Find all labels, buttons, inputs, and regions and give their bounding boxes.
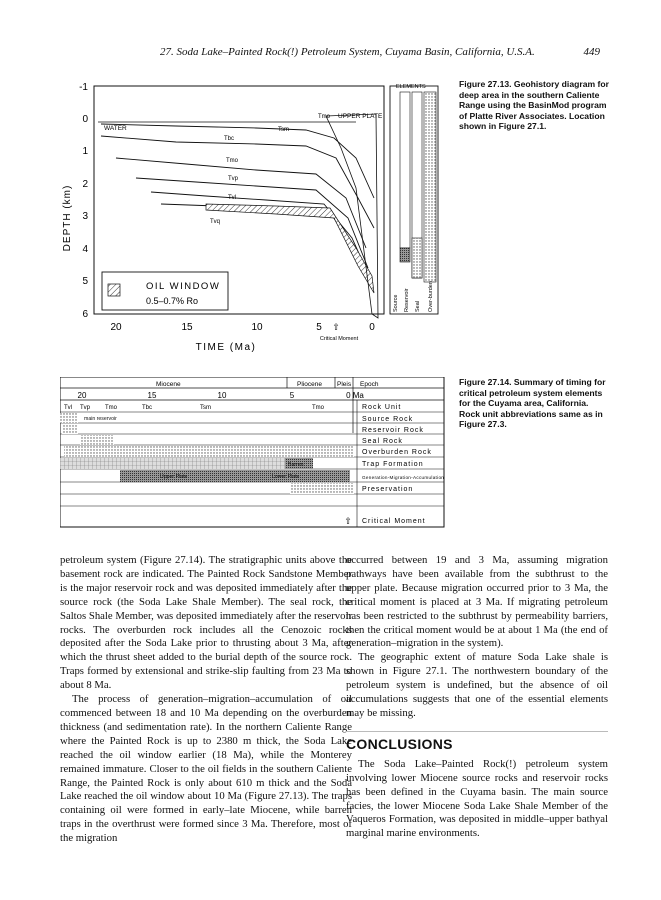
burial-curve [161, 204, 372, 283]
unit-label: Tbc [224, 136, 235, 142]
upper-plate-label: UPPER PLATE [338, 113, 383, 120]
epoch-label: Epoch [360, 381, 379, 388]
y-tick: -1 [79, 82, 88, 93]
row-label: Trap Formation [362, 461, 424, 468]
epoch-label: Pliocene [297, 381, 322, 388]
y-tick: 0 [82, 114, 88, 125]
rock-unit: Tmo [105, 405, 117, 411]
epoch-labels [156, 381, 379, 388]
time-tick: 10 [217, 391, 227, 400]
element-bar-reservoir [400, 248, 410, 262]
row-label: Seal Rock [362, 438, 403, 445]
row-label: Reservoir Rock [362, 427, 424, 434]
rock-unit: Tvl [64, 405, 72, 411]
rock-unit-labels [64, 405, 325, 411]
paragraph: The process of generation–migration–accumulation of oil commenced between 18 and 10 Ma depending on the overburden thickness (and sedimentation rate). In the northern Caliente Range where the Painted Rock is up to 2380 m thick, the Soda Lake reached the oil window earlier (18 Ma), while the Monterey remained immature. Closer to the oil fields in the southern Caliente Range, the Painted Rock is only about 610 m thick and the Soda Lake reached the oil window about 10 Ma (Figure 27.13). The traps containing oil were formed in early–late Miocene, while barren traps in the overthrust were formed since 3 Ma. Therefore, most of the migration [60, 693, 352, 845]
time-tick: 20 [77, 391, 87, 400]
element-bar-overburden [424, 92, 436, 282]
water-label: WATER [104, 125, 127, 132]
y-tick: 2 [82, 179, 88, 190]
element-bar-source [400, 92, 410, 248]
right-column [346, 554, 608, 841]
y-tick: 5 [82, 276, 88, 287]
bar-annotation: Barren [288, 462, 304, 468]
bar-annotation: main reservoir [84, 416, 117, 422]
source-interval-hatch [206, 204, 374, 293]
unit-label: Tvl [228, 195, 236, 201]
bar-annotation: Upper Plate [160, 474, 188, 480]
paragraph: The Soda Lake–Painted Rock(!) petroleum system involving lower Miocene source rocks and reservoir rocks has been defined in the Cuyama basin. The main source facies, the lower Miocene Soda Lake Shale Member of the Vaqueros Formation, was deposited in middle–upper bathyal marginal marine environments. [346, 757, 608, 840]
rock-unit: Tvp [80, 405, 91, 411]
x-tick: 20 [110, 322, 122, 333]
rock-unit: Tsm [200, 405, 211, 411]
figure-27-14 [60, 377, 450, 532]
y-tick: 4 [82, 244, 88, 255]
paragraph: petroleum system (Figure 27.14). The stratigraphic units above the basement rock are indicated. The Painted Rock Sandstone Member is the major reservoir rock and was deposited immediately after the source rock (the Soda Lake Shale Member). The seal rock, the Saltos Shale Member, was deposited immediately after the reservoir rocks. The overburden rock includes all the Cenozoic rocks deposited after the Soda Lake prior to thrusting about 3 Ma, after which the thrust sheet added to the burial depth of the source rock. Traps formed by extensional and strike-slip faulting from 23 Ma to about 8 Ma. [60, 554, 352, 692]
epoch-label: Miocene [156, 381, 181, 388]
burial-curve [136, 178, 368, 268]
rock-unit: Tbc [142, 405, 153, 411]
unit-label: Tvq [210, 219, 221, 225]
gen-mig-bar [120, 470, 350, 482]
elements-label: ELEMENTS [396, 84, 426, 90]
x-tick: 10 [251, 322, 263, 333]
row-label: Source Rock [362, 416, 414, 423]
element-bar-seal-fill [412, 238, 422, 278]
time-tick-labels [78, 391, 365, 400]
y-tick: 6 [82, 309, 88, 320]
row-label: Critical Moment [362, 518, 426, 525]
unit-label: Tmo [318, 114, 330, 120]
trap-bar [60, 458, 285, 469]
unit-label: Tmo [226, 158, 238, 164]
seal-bar [80, 435, 114, 445]
y-axis-label: DEPTH (km) [62, 184, 73, 252]
burial-curves [101, 124, 374, 283]
left-column [60, 554, 352, 846]
overburden-bar [64, 446, 354, 457]
row-label: Rock Unit [362, 404, 402, 411]
critical-moment-arrow-icon: ⇧ [344, 516, 352, 526]
running-title: 27. Soda Lake–Painted Rock(!) Petroleum System, Cuyama Basin, California, U.S.A. [160, 46, 535, 58]
row-labels [362, 404, 444, 525]
critical-moment-label: Critical Moment [319, 336, 359, 342]
time-tick: 15 [147, 391, 157, 400]
element-labels [393, 281, 434, 312]
y-tick-labels [79, 82, 88, 320]
unit-label: Tvp [228, 176, 239, 182]
critical-moment-arrow-icon: ⇧ [332, 322, 340, 332]
unit-label: Tsm [278, 127, 289, 133]
figure-27-13-caption: Figure 27.13. Geohistory diagram for deep area in the southern Caliente Range using the BasinMod program of Platte River Associates. Location shown in Figure 27.1. [459, 79, 609, 132]
rock-unit: Tmo [312, 405, 324, 411]
time-tick: 5 [289, 391, 295, 400]
y-tick: 3 [82, 211, 88, 222]
figure-27-14-caption: Figure 27.14. Summary of timing for critical petroleum system elements for the Cuyama area, California. Rock unit abbreviations same as in Figure 27.3. [459, 377, 606, 430]
preservation-bar [290, 483, 354, 494]
element-label: Source [393, 294, 399, 312]
page-number: 449 [583, 46, 600, 58]
paragraph: The geographic extent of mature Soda Lake shale is shown in Figure 27.1. The northwestern boundary of the petroleum system is undefined, but the absence of oil accumulations suggests that one of the essential elements may be missing. [346, 651, 608, 719]
section-heading-conclusions: CONCLUSIONS [346, 731, 608, 752]
bar-annotation: Lower Plate [272, 474, 300, 480]
row-label: Preservation [362, 486, 414, 493]
element-label: Seal [415, 300, 421, 312]
epoch-label: Pleis [337, 381, 352, 388]
x-tick: 15 [181, 322, 193, 333]
x-tick: 5 [316, 322, 322, 333]
element-label: Over-burden [428, 281, 434, 312]
oil-window-range: 0.5–0.7% Ro [146, 296, 199, 306]
oil-window-label: OIL WINDOW [146, 281, 221, 292]
source-bar [60, 413, 78, 423]
oil-window-swatch [108, 284, 120, 296]
running-header [160, 46, 600, 58]
y-tick: 1 [82, 146, 88, 157]
paragraph: occurred between 19 and 3 Ma, assuming migration pathways have been available from the subthrust to the upper plate. Because migration occurred prior to 3 Ma, the critical moment is placed at 3 Ma. If migrating petroleum has been restricted to the subthrust by permeability barriers, then the critical moment would be at about 1 Ma (the end of generation–migration in the system). [346, 554, 608, 650]
burial-curve [116, 158, 366, 248]
element-label: Reservoir [404, 288, 410, 312]
x-tick: 0 [369, 322, 375, 333]
figure-27-13 [56, 78, 446, 368]
row-label: Overburden Rock [362, 449, 432, 456]
x-axis-label: TIME (Ma) [195, 342, 257, 353]
row-label: Generation-Migration-Accumulation [362, 475, 445, 480]
reservoir-bar [62, 424, 78, 434]
time-tick: 0 Ma [346, 391, 364, 400]
